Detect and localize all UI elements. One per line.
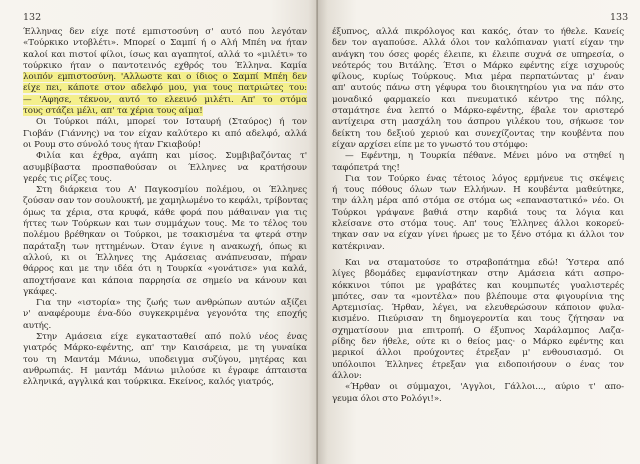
text-line [23,117,307,128]
text-line [23,332,307,343]
line-text: οι Ρουμ στο σύνολό τους ήταν Γκιαβούρ! [23,139,202,150]
text-line [332,382,624,393]
text-line [23,106,307,117]
text-line [23,151,307,162]
text-line [23,95,307,106]
line-text: Τούρκοι γράψανε βαθιά στην καρδιά τους τα λόγια και [332,207,624,218]
highlighted-text: — 'Αφησε, τέκνον, αυτό το ελεεινό μιλέτι. Απ' το στόμα [23,94,307,105]
text-line [332,117,624,128]
line-text: του τη Μαντάμ Μάνιω, υποδειγμα συζύγου, μητέρας και [23,354,307,365]
line-text: ασυμβίβαστα προσπαθούσαν οι Έλληνες να κρατήσουν [23,162,307,173]
line-text: «Ήρθαν οι σύμμαχοι, 'Αγγλοι, Γάλλοι..., αύριο τ' απο- [345,382,624,393]
paragraph [332,382,624,405]
line-text: γερές τις ρίζες τους. [23,173,112,184]
text-line [23,287,307,298]
text-line [332,151,624,162]
paragraph [23,27,307,117]
line-text: παράταξη των ηττημένων. Όταν έγινε η ανακωχή, όπως κι [23,241,307,252]
line-text: τηκαν σαν να είχαν γίνει ήρωες με το ξένο στόμα κι άλλοι τον [332,230,624,241]
line-text: Γιοβάν (Γιάννης) να τον είχαν καλύτερο κι από αδελφό, αλλά [23,128,307,139]
paragraph [23,185,307,298]
text-line [332,72,624,83]
highlighted-text: είχε πει, κάποτε στον αδελφό μου, για τους πατριώτες του: [23,83,307,94]
text-line [23,72,307,83]
text-line [332,38,624,49]
line-text: λίγες βδομάδες εμφανίστηκαν στην Αμάσεια κάτι ασπρο- [332,269,624,280]
line-text: Για την «ιστορία» της ζωής των ανθρώπων αυτών αξίζει [36,298,307,309]
line-text: μοναδικό φαρμακείο και πνευματικό κέντρο της πόλης, [332,94,624,105]
line-text: ελληνικά, αγγλικά και τούρκικα. Εκείνος, καλός γιατρός, [23,377,274,388]
text-line [23,309,307,320]
right-page [318,0,640,464]
text-line [23,38,307,49]
text-line [23,343,307,354]
line-text: — Εφέντημ, η Τουρκία πέθανε. Μένει μόνο να στηθεί η [345,151,624,162]
text-line [23,140,307,151]
line-text: Φιλία και έχθρα, αγάπη και μίσος. Συμβιβαζόντας τ' [36,151,307,162]
line-text: ανάγκη του όσες φορές έλειπε, κι έλειπε συχνά σε υπηρεσία, ο [332,49,624,60]
text-line [332,281,624,292]
text-line [23,355,307,366]
text-line [23,242,307,253]
line-text: γκάφες. [23,286,57,297]
line-text: κατέκριναν. [332,241,385,252]
text-line [23,366,307,377]
paragraph [332,151,624,174]
line-text: απ' αυτούς πάνω στη γέφυρα του διοικητηρίου για να πάν στο [332,83,624,94]
text-line [332,83,624,94]
text-line [23,185,307,196]
text-line [332,242,624,253]
text-line [332,27,624,38]
page-number: 133 [610,12,629,23]
line-text: ήττες των Τούρκων και των συμμάχων τους. Με το τέλος του [23,219,307,230]
text-line [332,348,624,359]
line-text: μπότες, σαν τα «μοντέλα» που βλέπουμε στα φιγουρίνια της [332,291,624,302]
line-text: Στην Αμάσεια είχε εγκατασταθεί από πολύ νέος ένας [36,332,307,343]
line-text: Αρτεμισίας. Ήρθαν, λέγει, να ελευθερώσουν κάποιον φυλα- [332,303,624,314]
text-line [332,258,624,269]
line-text: είχαν αρχίσει είπε με το γνωστό του στόμφο: [332,139,528,150]
line-text: αυτής. [23,320,52,331]
text-line [332,163,624,174]
line-text: νεότερός του Βιτάλης. Έτσι ο Μάρκο εφέντης είχε ισχυρούς [332,60,624,71]
text-line [23,253,307,264]
text-line [332,360,624,371]
text-line [23,264,307,275]
paragraph [23,151,307,185]
line-text: θάρρος και με την ιδέα ότι η Τουρκία «γονάτισε» για καλά, [23,264,307,275]
line-text: φίλους, κυρίως Τούρκους. Μια μέρα περπατώντας μ' έναν [332,72,624,83]
text-line [332,326,624,337]
paragraph [23,332,307,388]
text-line [332,95,624,106]
line-text: κισμένο. Πιεύρισαν τη δημογεροντία και τους ζήτησαν να [332,314,624,325]
line-text: αντίχειρα στη μασχάλη του άσπρου γιλέκου του, σήκωσε τον [332,117,624,128]
text-line [332,185,624,196]
line-text: καλοί και πιστοί φίλοι, ίσως και αγαπητοί, αλλά το «μιλέτι» το [23,49,307,60]
line-text: αποχτήσανε και κάποια παρρησία σε σημείο να κάνουν και [23,275,307,286]
text-line [332,394,624,405]
text-line [23,174,307,185]
text-line [332,196,624,207]
text-line [23,276,307,287]
line-text: δεν τον αγαπούσε. Αλλά όλοι τον καλόπιαναν γιατί είχαν την [332,38,624,49]
text-line [332,303,624,314]
page-number: 132 [23,12,42,23]
paragraph [332,258,624,382]
text-line [23,230,307,241]
paragraph [23,298,307,332]
line-text: Στη διάρκεια του Α' Παγκοσμίου πολέμου, οι Έλληνες [36,185,307,196]
text-line [23,50,307,61]
highlighted-text: λοιπόν εμπιστοσύνη. 'Αλλωστε και ο ίδιος ο Σαμπί Μπέη δεν [23,72,307,83]
text-line [332,230,624,241]
line-text: τούρκικο ήταν ο παντοτεινός εχθρός του Έλληνα. Καμία [23,60,307,71]
text-line [332,140,624,151]
text-line [23,83,307,94]
line-text: πολέμου βρέθηκαν οι Τούρκοι, με τσακισμένα τα φτερά στην [23,230,307,241]
line-text: «Τούρκικο ντοβλέτι». Μπορεί ο Σαμπί ή ο Αλή Μπέη να ήταν [23,38,307,49]
page-body [23,27,307,389]
line-text: σχηματίσουν μια επιτροπή. Ο έξυπνος Χαράλαμπος Λαζα- [332,325,624,336]
text-line [23,377,307,388]
line-text: Έλληνας δεν είχε ποτέ εμπιστοσύνη σ' αυτό που λεγόταν [23,27,307,37]
text-line [23,163,307,174]
line-text: ανθρωπιάς. Η μαντάμ Μάνιω μιλούσε κι έγραφε άπταιστα [23,365,307,376]
line-text: ν' αναφέρουμε ένα-δύο συγκεκριμένα γεγονότα της εποχής [23,309,307,320]
text-line [23,196,307,207]
line-text: άλλον: [332,370,362,381]
text-line [23,219,307,230]
line-text: υπόλοιποι Έλληνες έτρεξαν για ειδοποιήσουν ο ένας τον [332,359,624,370]
left-page [0,0,318,464]
line-text: ζούσαν σαν τον σουλουκτή, με χαμηλωμένο το κεφάλι, τρίβοντας [23,196,308,207]
line-text: σταμάτησε ένα λεπτό ο Μάρκο-εφέντης, έβαλε τον αριστερό [332,106,624,117]
line-text: ή τους πόθους όλων των Ελλήνων. Η κουβέντα μαθεύτηκε, [332,185,624,196]
line-text: έξυπνος, αλλά πικρόλογος και κακός, όταν το ήθελε. Κανείς [332,27,624,37]
text-line [332,219,624,230]
text-line [332,371,624,382]
line-text: αλλού, κι οι Έλληνες της Αμάσειας ανάπνευσαν, πήραν [23,252,307,263]
paragraph [332,27,624,151]
line-text: Οι Τούρκοι πάλι, μπορεί τον Ισταυρή (Σταύρος) ή τον [36,117,307,128]
line-text: κλείσανε στο στόμα τους. Απ' τους Έλληνες άλλοι κοκορεύ- [332,219,624,230]
highlighted-text: τους στάζει μέλι, απ' τα χέρια τους αίμα! [23,106,203,117]
text-line [332,208,624,219]
text-line [23,61,307,72]
text-line [23,27,307,38]
text-line [332,129,624,140]
page-body [332,27,624,405]
line-text: ρίδης δεν ήθελε, ούτε κι ο θείος μας· ο Μάρκο εφέντης και [332,337,624,348]
text-line [23,321,307,332]
text-line [332,106,624,117]
line-text: κόκκινοι τύποι με γραβάτες και κουμπωτές γυαλιστερές [332,280,624,291]
line-text: μερικοί άλλοι προύχοντες έτρεξαν μ' ενθουσιασμό. Οι [332,348,624,359]
text-line [332,292,624,303]
text-line [332,269,624,280]
line-text: δείκτη του δεξιού χεριού και συνεχίζοντας την κουβέντα που [332,128,624,139]
text-line [332,314,624,325]
text-line [23,208,307,219]
text-line [23,298,307,309]
line-text: γευμα όλοι στο Ρολόγι!». [332,393,442,404]
line-text: την άλλη μέρα από στόμα σε στόμα ως «επαναστατικό» νέο. Οι [332,196,624,207]
line-text: ταφόπετρά της! [332,162,400,173]
text-line [23,129,307,140]
line-text: Για τον Τούρκο ένας τέτοιος λόγος ερμήνευε τις σκέψεις [345,173,624,184]
paragraph [23,117,307,151]
line-text: γιατρός Μάρκο-εφέντης, απ' την Καισάρεια, με τη γυναίκα [23,343,307,354]
paragraph [332,174,624,253]
line-text: όμως τα χέρια, στα κρυφά, κάθε φορά που μάθαιναν για τις [23,207,307,218]
text-line [332,61,624,72]
text-line [332,337,624,348]
line-text: Και να σταματούσε το στραβοπάτημα εδώ! Ύστερα από [345,257,624,268]
text-line [332,174,624,185]
text-line [332,50,624,61]
